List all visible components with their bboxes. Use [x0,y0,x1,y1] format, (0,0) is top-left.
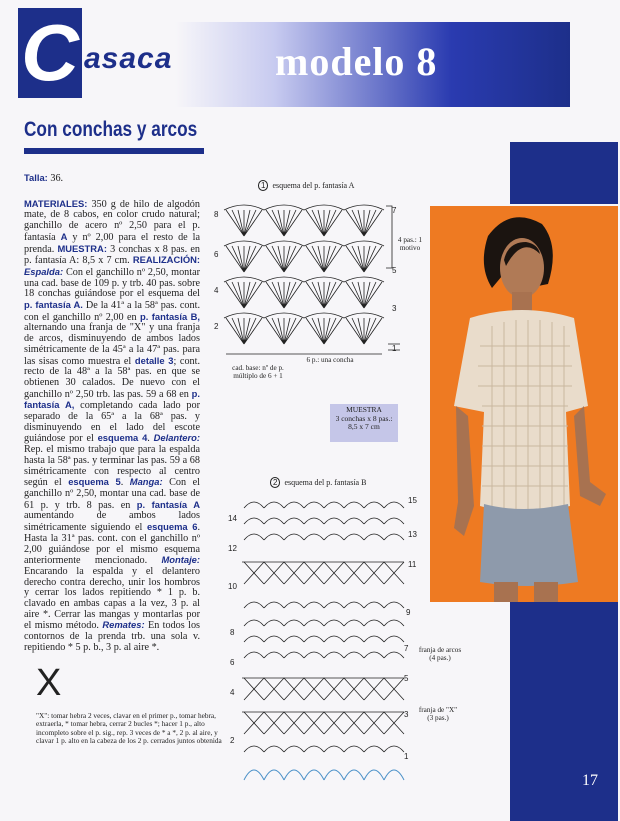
shell-stitch [224,241,264,272]
arc-stitch [344,620,364,626]
shell-stitch [264,313,304,344]
schema-a-base-label: cad. base: nº de p. múltiplo de 6 + 1 [232,364,284,380]
arc-stitch [324,746,344,752]
schema-b-title-text: esquema del p. fantasía B [284,478,367,487]
schema-b-row-9: 9 [406,608,411,617]
model-photo [430,206,618,602]
espalda-text-5: completando cada lado por separado de la 65ª a la 68ª pas. y disminuyendo en el lado del escote guiándose por el [24,400,201,445]
arc-stitch [264,620,284,626]
schema-b-row-7: 7 [404,644,409,653]
espalda-label: Espalda: [24,265,64,277]
materiales-label: MATERIALES: [24,197,88,209]
base-arc-stitch [364,770,384,780]
arc-stitch [264,636,284,642]
talla-value: 36. [50,173,64,184]
esquema-4-ref: esquema 4 [97,432,148,444]
arc-stitch [364,636,384,642]
arc-stitch [284,620,304,626]
arc-stitch [244,652,264,658]
instructions-text: Talla: 36. MATERIALES: 350 g de hilo de algodón mate, de 8 cabos, en color crudo natural; ganchillo de acero nº 2,50 para el p. fantasía A y nº 2,00 para el resto de la prenda. MUESTRA: 3 conchas x 8 pas. en p. fantasía A: 8,5 x 7 cm. REALIZACIÓN: Espalda: Con el ganchillo nº 2,50, montar una cad. base de 109 p. y trb. 40 pas. sobre 18 conchas guiándose por el esquema del p. fantasía A. De la 41ª a la 58ª pas. cont. con el ganchillo nº 2,00 en p. fantasía B, alternando una franja de "X" y una franja de arcos, disminuyendo de ambos lados simétricamente de la 45ª a la 47ª pas. para las sisas como muestra el detalle 3; cont. recto de la 48ª a la 58ª pas. en que se obtienen 30 calados. De nuevo con el ganchillo nº 2,50 trb. las pas. 59 a 68 en p. fantasía A, completando cada lado por separado de la 65ª a la 68ª pas. y disminuyendo en el lado del escote guiándose por el esquema 4. Delantero: Rep. el mismo trabajo que para la espalda hasta la 58ª pas. y terminar las pas. 59 a 68 simétricamente con respecto al centro según el esquema 5. Manga: Con el ganchillo nº 2,50, montar una cad. base de 61 p. y trb. 8 pas. en p. fantasía A aumentando de ambos lados simétricamente siguiendo el esquema 6. Hasta la 31ª pas. cont. con el ganchillo nº 2,00 guiándose por el mismo esquema anteriormente mencionado. Montaje: Encarando la espalda y el delantero derecho contra derecho, unir los hombros y cerrar los lados repitiendo * 1 p. b. clavado en ambas capas a la vez, 3 p. al aire *. Cerrar las mangas y montarlas por el mismo método. Remates: En todos los contornos de la prenda trb. una sola v. repitiendo * 5 p. b., 3 p. al aire *. [24,172,201,653]
x-stitch [304,562,324,584]
muestra-box-title: MUESTRA [346,405,382,414]
schema-b-x-label-b: (3 pas.) [427,714,449,722]
x-stitch [364,712,384,734]
subtitle: Con conchas y arcos [24,118,198,141]
arc-stitch [284,502,304,508]
x-stitch [384,712,404,734]
x-stitch [384,678,404,700]
montaje-label: Montaje: [161,554,201,566]
x-stitch [344,562,364,584]
x-stitch [364,678,384,700]
arc-stitch [244,602,264,608]
x-stitch [244,678,264,700]
x-stitch [324,562,344,584]
title-initial: C [18,8,82,98]
schema-a-row-3: 3 [392,304,397,313]
shell-stitch [344,313,384,344]
esquema-6-ref: esquema 6 [146,521,198,533]
schema-b-title [270,472,366,490]
arc-stitch [364,620,384,626]
schema-b-row-8: 8 [230,628,235,637]
schema-a-row-7: 7 [392,206,397,215]
schema-b-row-2: 2 [230,736,235,745]
base-arc-stitch [244,770,264,780]
fantasia-a-ref-2: p. fantasía A, [24,387,201,411]
x-stitch [244,712,264,734]
muestra-box [330,404,398,442]
schema-a-title-text: esquema del p. fantasía A [272,181,355,190]
esquema-5-ref: esquema 5 [68,476,121,488]
base-arc-stitch [284,770,304,780]
shell-stitch [344,277,384,308]
shell-stitch [344,241,384,272]
arc-stitch [264,502,284,508]
talla-label: Talla: [24,172,48,183]
shell-stitch [224,277,264,308]
arc-stitch [244,502,264,508]
espalda-text-1: Con el ganchillo nº 2,50, montar una cad. base de 109 p. y trb. 40 pas. sobre 18 conchas guiándose por el esquema del [24,266,201,300]
manga-text-3: . Hasta la 31ª pas. cont. con el ganchillo nº 2,00 guiándose por el mismo esquema anteriormente mencionado. [24,522,201,567]
shell-stitch [224,313,264,344]
remates-label: Remates: [102,619,145,631]
manga-text-2: aumentando de ambos lados simétricamente siguiendo el [24,510,200,534]
x-stitch-symbol: X [36,662,62,704]
arc-stitch [324,620,344,626]
arc-stitch [344,652,364,658]
arc-stitch [304,518,324,524]
muestra-text: 3 conchas x 8 pas. en p. fantasía A: 8,5 x 7 cm. [24,243,200,267]
schema-a-row-6: 6 [214,250,219,259]
materiales-text: 350 g de hilo de algodón mate, de 8 cabos, en color crudo natural; ganchillo de acero nº 2,50 para el p. fantasía [24,198,200,243]
schema-b-arcos-label: franja de arcos (4 pas.) [418,646,462,662]
arc-stitch [304,636,324,642]
arc-stitch [264,534,284,540]
manga-text-1: Con el ganchillo nº 2,50, montar una cad. base de 61 p. y trb. 8 pas. en [24,477,201,511]
arc-stitch [264,746,284,752]
remates-text: En todos los contornos de la prenda trb. una sola v. repitiendo * 5 p. b., 3 p. al aire *. [24,620,201,653]
arc-stitch [324,534,344,540]
x-stitch [324,678,344,700]
arc-stitch [344,746,364,752]
schema-b-row-3: 3 [404,710,409,719]
arc-stitch [264,652,284,658]
fantasia-a-ref-3: p. fantasía A [136,498,200,510]
schema-a-motif-label: 4 pas.: 1 motivo [397,236,423,252]
muestra-label: MUESTRA: [57,242,107,254]
arc-stitch [364,534,384,540]
arc-stitch [364,518,384,524]
schema-b-row-1: 1 [404,752,409,761]
x-stitch [344,712,364,734]
arc-stitch [304,602,324,608]
arc-stitch [304,502,324,508]
shell-stitch [304,205,344,236]
schema-a-num: 1 [258,180,268,191]
arc-stitch [364,652,384,658]
materiales-a: A [60,230,68,242]
decor-block-bottom [510,602,618,821]
schema-a-row-4: 4 [214,286,219,295]
base-arc-stitch [264,770,284,780]
x-stitch [264,678,284,700]
x-stitch [384,562,404,584]
arc-stitch [384,746,404,752]
delantero-text: Rep. el mismo trabajo que para la espalda hasta la 58ª pas. y terminar las pas. 59 a 68 simétricamente con respecto al centro según el [24,444,200,489]
arc-stitch [384,620,404,626]
arc-stitch [284,746,304,752]
arc-stitch [264,602,284,608]
base-arc-stitch [384,770,404,780]
schema-b-row-13: 13 [408,530,417,539]
schema-a-title [258,175,354,193]
x-stitch [344,678,364,700]
arc-stitch [304,534,324,540]
x-stitch [244,562,264,584]
subtitle-underline [24,148,204,154]
arc-stitch [264,518,284,524]
x-stitch-note: "X": tomar hebra 2 veces, clavar en el primer p., tomar hebra, extraerla, * tomar hebra, cerrar 2 bucles *; hacer 1 p., alto incompleto sobre el p. sig., rep. 3 veces de * a *, 2 p. al aire, y clavar 1 p. alto en la cabeza de los 2 p. cerrados juntos obtenida [36,711,222,746]
arc-stitch [324,636,344,642]
arc-stitch [364,602,384,608]
montaje-text: Encarando la espalda y el delantero derecho contra derecho, unir los hombros y cerrar los lados repitiendo * 1 p. b. clavado en ambas capas a la vez, 3 p. al aire *. Cerrar las mangas y montarlas por el mismo método. [24,565,200,632]
arc-stitch [324,602,344,608]
shell-stitch [264,277,304,308]
base-arc-stitch [304,770,324,780]
arc-stitch [344,602,364,608]
arc-stitch [324,518,344,524]
schema-a-row-1: 1 [392,344,397,353]
schema-b-row-12: 12 [228,544,237,553]
arc-stitch [284,636,304,642]
arc-stitch [244,636,264,642]
schema-a-row-2: 2 [214,322,219,331]
arc-stitch [344,502,364,508]
arc-stitch [364,502,384,508]
delantero-label: Delantero: [153,432,200,444]
arc-stitch [384,502,404,508]
schema-b-chart [236,490,409,790]
schema-b-x-label [414,706,462,722]
schema-a-row-5: 5 [392,266,397,275]
shell-stitch [304,241,344,272]
manga-label: Manga: [129,476,163,488]
schema-a-row-8: 8 [214,210,219,219]
x-stitch [304,678,324,700]
espalda-text-3: alternando una franja de "X" y una franja de arcos, disminuyendo de ambos lados simétricamente de la 45ª a la 47ª pas. para las sisas como muestra el [24,322,200,367]
title-rest: asaca [84,42,173,75]
arc-stitch [244,746,264,752]
arc-stitch [324,652,344,658]
arc-stitch [244,620,264,626]
arc-stitch [304,620,324,626]
schema-b-row-15: 15 [408,496,417,505]
schema-b-row-6: 6 [230,658,235,667]
arc-stitch [284,534,304,540]
muestra-box-line1: 3 conchas x 8 pas.: [335,413,393,423]
schema-b-row-14: 14 [228,514,237,523]
x-stitch [364,562,384,584]
realizacion-label: REALIZACIÓN: [132,254,201,266]
shell-stitch [304,313,344,344]
espalda-text-4: ; cont. recto de la 48ª a la 58ª pas. en que se obtienen 30 calados. De nuevo con el ganchillo nº 2,50 trb. las pas. 59 a 68 en [24,355,201,400]
espalda-text-2: De la 41ª a la 58ª pas. cont. con el ganchillo nº 2,00 en [24,300,200,323]
arc-stitch [244,534,264,540]
arc-stitch [384,636,404,642]
x-stitch [284,712,304,734]
fantasia-b-ref: p. fantasía B, [139,310,201,322]
x-stitch [264,562,284,584]
schema-b-row-10: 10 [228,582,237,591]
x-stitch [284,678,304,700]
schema-b-num: 2 [270,477,280,488]
model-title: modelo 8 [275,39,438,84]
arc-stitch [304,652,324,658]
shell-stitch [304,277,344,308]
schema-b-row-4: 4 [230,688,235,697]
arc-stitch [244,518,264,524]
x-stitch [264,712,284,734]
muestra-box-line2: 8,5 x 7 cm [348,422,380,432]
decor-block-top [510,142,618,204]
arc-stitch [344,534,364,540]
arc-stitch [304,746,324,752]
shell-stitch [224,205,264,236]
base-arc-stitch [324,770,344,780]
schema-b-row-11: 11 [408,560,417,569]
materiales-text-2: y nº 2,00 para el resto de la prenda. [24,231,201,255]
schema-a-concha-label: 6 p.: una concha [306,356,354,364]
arc-stitch [384,534,404,540]
model-figure-illustration [430,206,618,602]
x-stitch [304,712,324,734]
schema-b-x-label-a: franja de "X" [418,706,458,714]
page-number: 17 [582,772,598,789]
shell-stitch [344,205,384,236]
arc-stitch [284,602,304,608]
arc-stitch [344,636,364,642]
x-stitch [324,712,344,734]
arc-stitch [384,652,404,658]
arc-stitch [384,518,404,524]
arc-stitch [324,502,344,508]
arc-stitch [284,652,304,658]
base-arc-stitch [344,770,364,780]
fantasia-a-ref: p. fantasía A. [24,299,83,311]
arc-stitch [364,746,384,752]
shell-stitch [264,205,304,236]
x-stitch [284,562,304,584]
arc-stitch [344,518,364,524]
detalle-ref: detalle 3 [134,354,174,366]
schema-b-row-5: 5 [404,674,409,683]
arc-stitch [284,518,304,524]
arc-stitch [384,602,404,608]
shell-stitch [264,241,304,272]
